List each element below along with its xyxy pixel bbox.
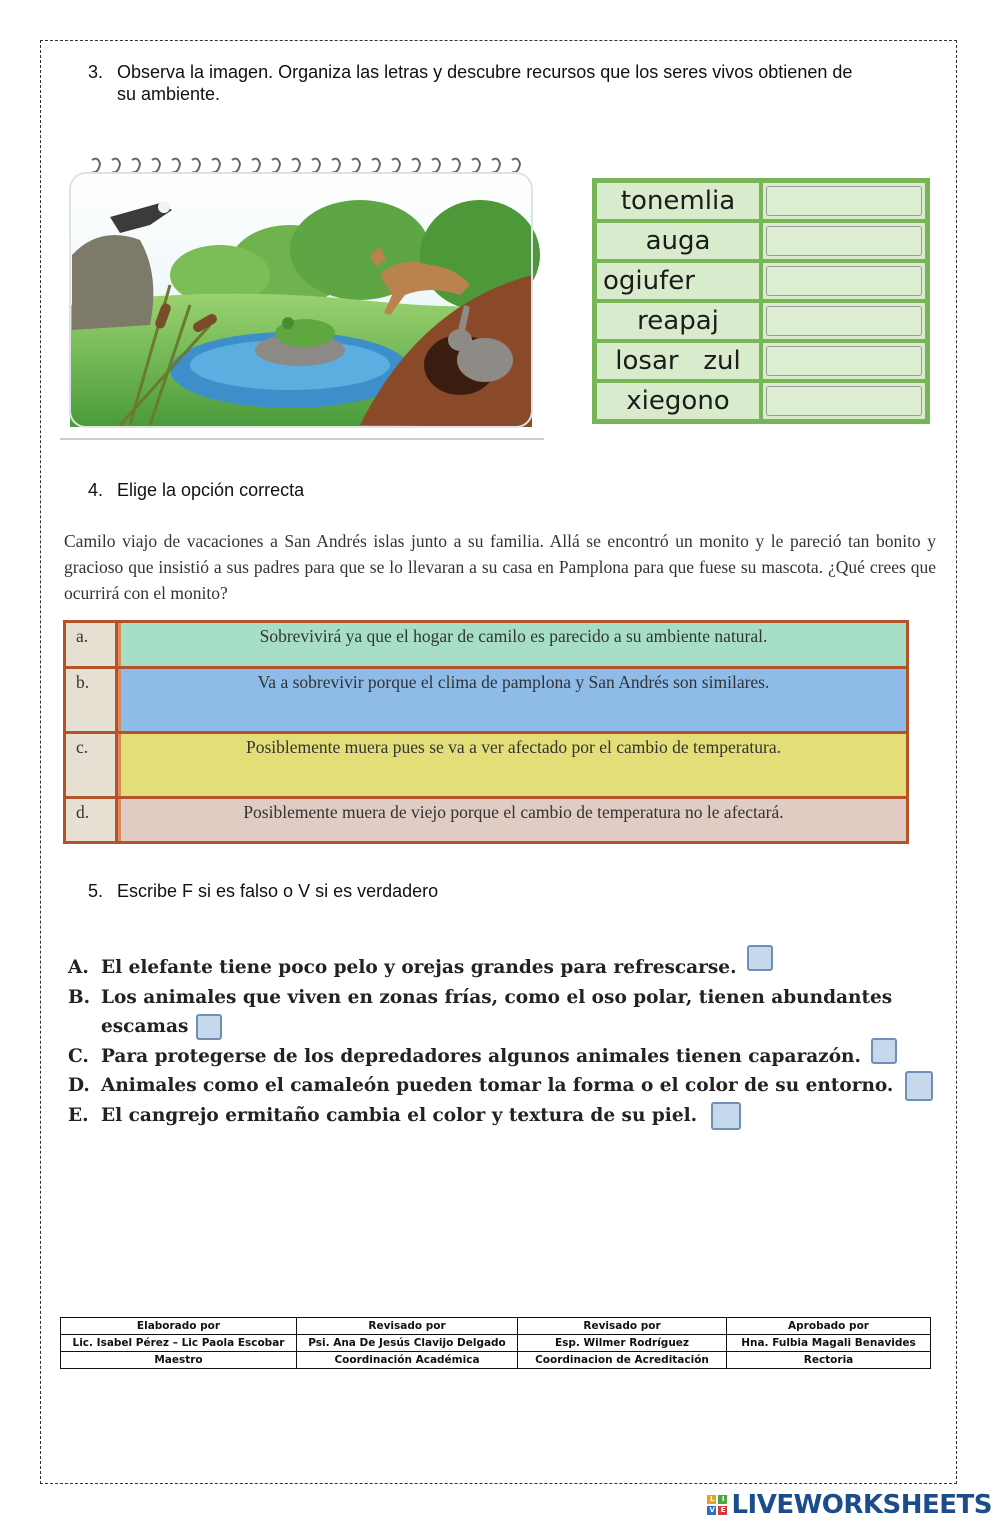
statement-letter: C. bbox=[68, 1045, 89, 1067]
question-3-number: 3. bbox=[88, 62, 104, 82]
option-c[interactable] bbox=[66, 734, 906, 796]
statement-letter: E. bbox=[68, 1105, 89, 1126]
approval-cell: Revisado por bbox=[297, 1318, 518, 1335]
scrambled-word: losar zul bbox=[595, 341, 761, 381]
option-a[interactable] bbox=[66, 623, 906, 666]
answer-input[interactable] bbox=[766, 226, 922, 256]
option-text: Sobrevivirá ya que el hogar de camilo es parecido a su ambiente natural. bbox=[121, 623, 906, 666]
approval-cell: Psi. Ana De Jesús Clavijo Delgado bbox=[297, 1335, 518, 1352]
statement-text: Para protegerse de los depredadores algunos animales tienen caparazón. bbox=[101, 1045, 861, 1067]
answer-checkbox[interactable] bbox=[747, 945, 773, 971]
statement-text: El cangrejo ermitaño cambia el color y textura de su piel. bbox=[101, 1105, 698, 1126]
scrambled-word: auga bbox=[595, 221, 761, 261]
statement-letter: D. bbox=[68, 1075, 90, 1096]
question-3-text-cont: su ambiente. bbox=[117, 84, 221, 104]
liveworksheets-name: LIVEWORKSHEETS bbox=[731, 1490, 992, 1520]
question-5-text: Escribe F si es falso o V si es verdadero bbox=[117, 881, 439, 901]
answer-input[interactable] bbox=[766, 266, 922, 296]
ecosystem-illustration bbox=[60, 155, 544, 441]
statement-text: Los animales que viven en zonas frías, como el oso polar, tienen abundantes bbox=[101, 986, 893, 1008]
word-row bbox=[595, 261, 927, 301]
word-scramble-table bbox=[592, 178, 930, 424]
question-3-text: Observa la imagen. Organiza las letras y descubre recursos que los seres vivos obtienen de bbox=[117, 62, 853, 82]
answer-input[interactable] bbox=[766, 306, 922, 336]
approval-cell: Esp. Wilmer Rodríguez bbox=[518, 1335, 727, 1352]
question-5-number: 5. bbox=[88, 881, 104, 901]
statement-letter: A. bbox=[68, 957, 89, 978]
answer-input[interactable] bbox=[766, 386, 922, 416]
approval-cell: Maestro bbox=[61, 1352, 297, 1369]
approval-cell: Coordinacion de Acreditación bbox=[518, 1352, 727, 1369]
statement-d bbox=[68, 1071, 948, 1101]
approval-cell: Elaborado por bbox=[61, 1318, 297, 1335]
question-4-text: Elige la opción correcta bbox=[117, 480, 305, 500]
option-letter: a. bbox=[66, 623, 118, 666]
statement-b bbox=[68, 983, 948, 1013]
statement-c bbox=[68, 1042, 948, 1072]
word-row bbox=[595, 181, 927, 221]
statement-a bbox=[68, 953, 948, 983]
statement-text: Animales como el camaleón pueden tomar la forma o el color de su entorno. bbox=[101, 1075, 894, 1096]
option-text: Va a sobrevivir porque el clima de pamplona y San Andrés son similares. bbox=[121, 669, 906, 731]
scrambled-word: reapaj bbox=[595, 301, 761, 341]
option-letter: c. bbox=[66, 734, 118, 796]
option-letter: b. bbox=[66, 669, 118, 731]
statement-text: escamas bbox=[101, 1016, 189, 1037]
approval-cell: Lic. Isabel Pérez – Lic Paola Escobar bbox=[61, 1335, 297, 1352]
option-b[interactable] bbox=[66, 669, 906, 731]
option-d[interactable] bbox=[66, 799, 906, 841]
approval-cell: Hna. Fulbia Magali Benavides bbox=[727, 1335, 931, 1352]
option-letter: d. bbox=[66, 799, 118, 841]
answer-checkbox[interactable] bbox=[196, 1014, 222, 1040]
statement-b-cont bbox=[68, 1012, 948, 1042]
answer-checkbox[interactable] bbox=[871, 1038, 897, 1064]
option-text: Posiblemente muera de viejo porque el cambio de temperatura no le afectará. bbox=[121, 799, 906, 841]
liveworksheets-icon: L I V E bbox=[707, 1495, 727, 1515]
liveworksheets-logo[interactable] bbox=[707, 1490, 992, 1520]
approval-cell: Revisado por bbox=[518, 1318, 727, 1335]
option-text: Posiblemente muera pues se va a ver afectado por el cambio de temperatura. bbox=[121, 734, 906, 796]
approval-header-row bbox=[61, 1318, 931, 1335]
question-4-story: Camilo viajo de vacaciones a San Andrés islas junto a su familia. Allá se encontró un monito y le pareció tan bonito y gracioso que insistió a sus padres para que se lo llevaran a su casa en Pamplona para que fuese su mascota. ¿Qué crees que ocurrirá con el monito? bbox=[64, 531, 936, 603]
word-row bbox=[595, 341, 927, 381]
answer-input[interactable] bbox=[766, 346, 922, 376]
statement-letter: B. bbox=[68, 986, 91, 1008]
true-false-list bbox=[68, 953, 948, 1131]
answer-checkbox[interactable] bbox=[905, 1071, 933, 1101]
approval-cell: Rectoria bbox=[727, 1352, 931, 1369]
statement-e bbox=[68, 1101, 948, 1131]
approval-names-row bbox=[61, 1335, 931, 1352]
approval-roles-row bbox=[61, 1352, 931, 1369]
approval-table bbox=[60, 1317, 931, 1369]
approval-cell: Coordinación Académica bbox=[297, 1352, 518, 1369]
statement-text: El elefante tiene poco pelo y orejas grandes para refrescarse. bbox=[101, 957, 737, 978]
multiple-choice-options bbox=[63, 620, 909, 844]
answer-input[interactable] bbox=[766, 186, 922, 216]
answer-checkbox[interactable] bbox=[711, 1102, 741, 1130]
scrambled-word: xiegono bbox=[595, 381, 761, 421]
word-row bbox=[595, 301, 927, 341]
scrambled-word: tonemlia bbox=[595, 181, 761, 221]
word-row bbox=[595, 221, 927, 261]
word-row bbox=[595, 381, 927, 421]
scrambled-word: ogiufer bbox=[595, 261, 761, 301]
approval-cell: Aprobado por bbox=[727, 1318, 931, 1335]
question-4-number: 4. bbox=[88, 480, 104, 500]
